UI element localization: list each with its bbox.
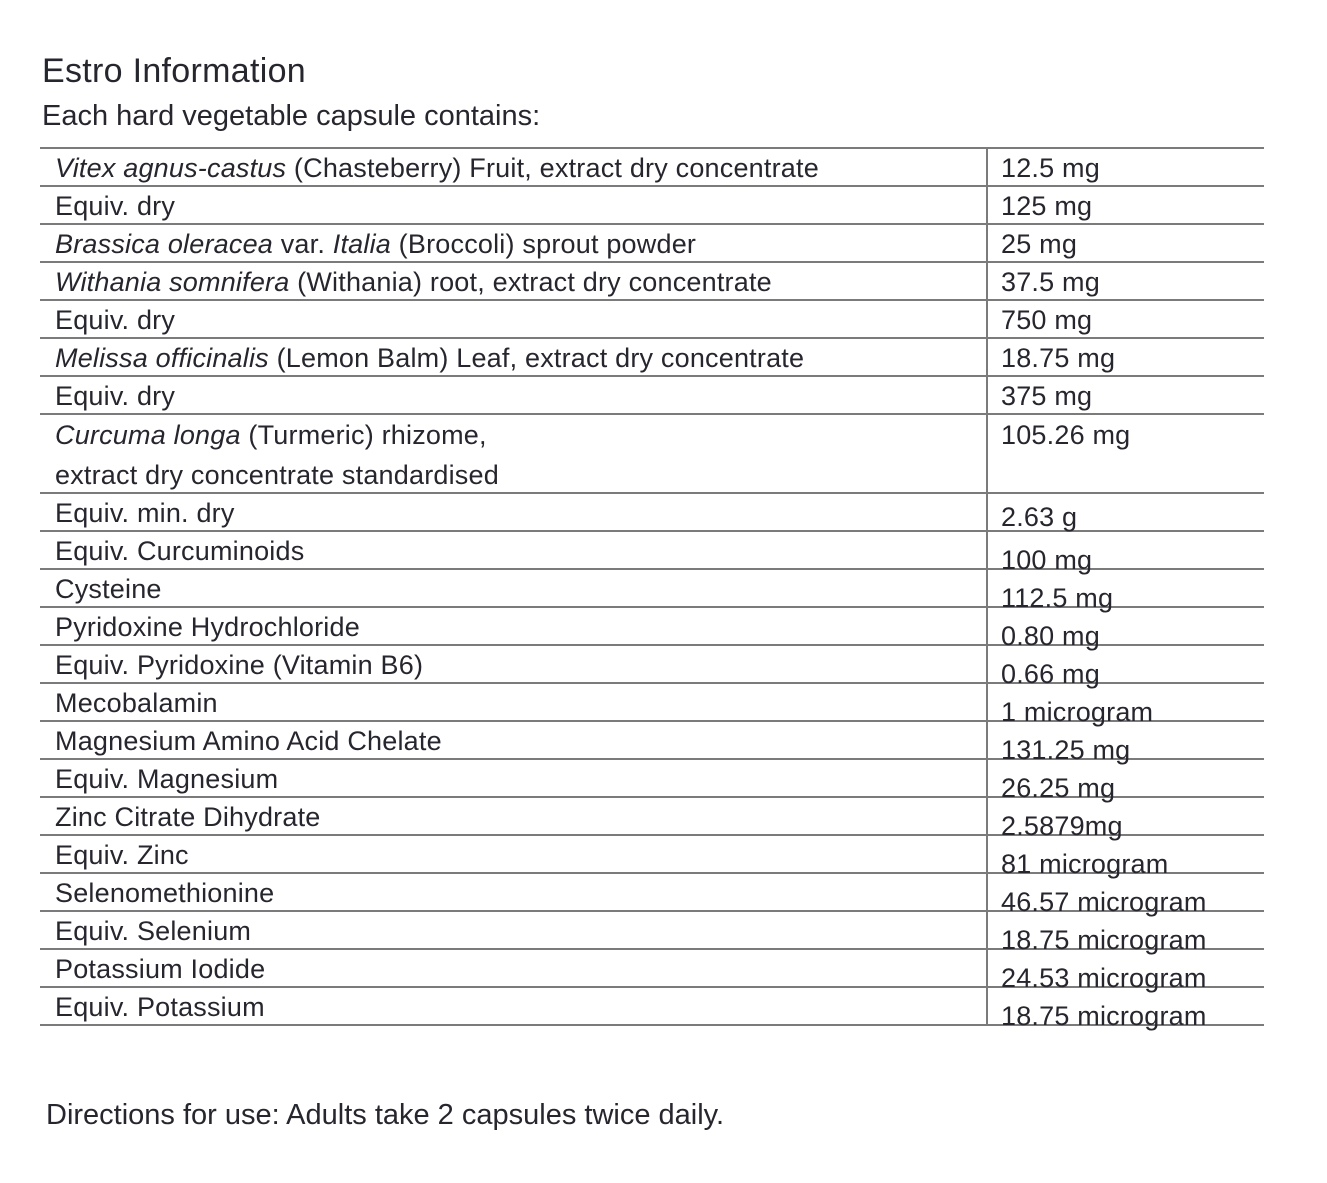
ingredient-text: Cysteine: [55, 574, 162, 604]
ingredient-amount: 0.80 mg: [1001, 621, 1100, 651]
ingredient-name: [40, 494, 988, 530]
ingredient-text: Equiv. Magnesium: [55, 764, 279, 794]
ingredient-amount: 105.26 mg: [1001, 420, 1131, 450]
botanical-name: Italia: [332, 229, 391, 259]
ingredient-text: Pyridoxine Hydrochloride: [55, 612, 360, 642]
table-row: [40, 646, 1264, 689]
ingredient-amount: 2.63 g: [1001, 502, 1078, 532]
ingredient-name: [40, 988, 988, 1024]
table-row: [40, 836, 1264, 879]
ingredient-name: [40, 570, 988, 606]
botanical-name: Withania somnifera: [55, 267, 290, 297]
ingredient-name-line: [55, 836, 986, 874]
ingredient-name: [40, 722, 988, 758]
ingredient-name: [40, 646, 988, 682]
directions-for-use: Directions for use: Adults take 2 capsules twice daily.: [46, 1099, 725, 1131]
ingredient-name: [40, 912, 988, 948]
ingredient-amount: 46.57 microgram: [1001, 887, 1207, 917]
ingredient-text: Equiv. Zinc: [55, 840, 189, 870]
ingredient-name: [40, 532, 988, 568]
ingredient-name-line: [55, 532, 986, 570]
table-row: [40, 722, 1264, 765]
table-row: [40, 494, 1264, 532]
table-row: [40, 988, 1264, 1031]
ingredient-amount: 18.75 mg: [1001, 343, 1116, 373]
ingredient-text: Equiv. dry: [55, 191, 176, 221]
ingredient-name-line: [55, 494, 986, 532]
ingredient-text: Equiv. dry: [55, 305, 176, 335]
ingredient-text: (Turmeric) rhizome,: [240, 420, 487, 450]
ingredient-name: [40, 950, 988, 986]
ingredient-text: (Lemon Balm) Leaf, extract dry concentrate: [268, 343, 805, 373]
ingredient-name: [40, 263, 988, 299]
ingredient-amount: 1 microgram: [1001, 697, 1154, 727]
ingredients-table: [40, 147, 1264, 1031]
ingredient-name-line: [55, 187, 986, 225]
table-row: [40, 798, 1264, 841]
ingredient-amount: 750 mg: [1001, 305, 1093, 335]
botanical-name: Brassica oleracea: [55, 229, 274, 259]
ingredient-name-line: [55, 225, 986, 263]
ingredient-text: Equiv. Potassium: [55, 992, 265, 1022]
ingredient-name: [40, 415, 988, 492]
ingredient-text: Equiv. dry: [55, 381, 176, 411]
ingredient-amount: 131.25 mg: [1001, 735, 1131, 765]
page-title: Estro Information: [42, 52, 306, 90]
ingredient-text: Mecobalamin: [55, 688, 218, 718]
ingredient-amount: 37.5 mg: [1001, 267, 1100, 297]
ingredient-text: (Chasteberry) Fruit, extract dry concentrate: [286, 153, 819, 183]
ingredient-name-line: [55, 798, 986, 836]
ingredient-text: Equiv. min. dry: [55, 498, 235, 528]
ingredient-name-line: [55, 149, 986, 187]
table-row: [40, 187, 1264, 225]
table-row: [40, 760, 1264, 803]
ingredient-amount: 125 mg: [1001, 191, 1093, 221]
ingredient-amount: 18.75 microgram: [1001, 925, 1207, 955]
ingredient-text: Equiv. Curcuminoids: [55, 536, 305, 566]
ingredient-name-line: [55, 456, 986, 496]
ingredient-name-line: [55, 874, 986, 912]
ingredient-name-line: [55, 339, 986, 377]
ingredient-name: [40, 225, 988, 261]
ingredient-text: Selenomethionine: [55, 878, 275, 908]
ingredient-name: [40, 760, 988, 796]
ingredient-amount: 2.5879mg: [1001, 811, 1123, 841]
ingredient-text: var.: [273, 229, 333, 259]
table-row: [40, 415, 1264, 494]
ingredient-name-line: [55, 722, 986, 760]
ingredient-text: Equiv. Selenium: [55, 916, 252, 946]
ingredient-name-line: [55, 377, 986, 415]
ingredient-name: [40, 149, 988, 185]
ingredient-text: (Broccoli) sprout powder: [390, 229, 697, 259]
ingredient-name-line: [55, 646, 986, 684]
ingredient-amount: 26.25 mg: [1001, 773, 1116, 803]
ingredient-name-line: [55, 760, 986, 798]
ingredient-amount: 100 mg: [1001, 545, 1093, 575]
botanical-name: Vitex agnus-castus: [55, 153, 287, 183]
table-row: [40, 608, 1264, 651]
ingredient-amount: 81 microgram: [1001, 849, 1169, 879]
table-row: [40, 225, 1264, 263]
ingredient-name-line: [55, 684, 986, 722]
table-row: [40, 301, 1264, 339]
ingredient-name: [40, 836, 988, 872]
table-row: [40, 532, 1264, 575]
ingredient-name: [40, 608, 988, 644]
ingredient-name: [40, 874, 988, 910]
ingredient-name: [40, 684, 988, 720]
botanical-name: Melissa officinalis: [55, 343, 269, 373]
table-row: [40, 874, 1264, 917]
ingredient-name: [40, 301, 988, 337]
ingredient-name: [40, 377, 988, 413]
ingredient-name: [40, 798, 988, 834]
table-row: [40, 912, 1264, 955]
table-row: [40, 950, 1264, 993]
table-row: [40, 263, 1264, 301]
ingredient-name-line: [55, 608, 986, 646]
ingredient-amount: 0.66 mg: [1001, 659, 1100, 689]
table-row: [40, 149, 1264, 187]
ingredient-text: (Withania) root, extract dry concentrate: [289, 267, 772, 297]
ingredient-name-line: [55, 950, 986, 988]
ingredient-name: [40, 339, 988, 375]
ingredient-name-line: [55, 912, 986, 950]
capsule-contains-subtitle: Each hard vegetable capsule contains:: [42, 100, 541, 132]
ingredient-name-line: [55, 416, 986, 456]
ingredient-text: Magnesium Amino Acid Chelate: [55, 726, 442, 756]
ingredient-name-line: [55, 988, 986, 1026]
ingredient-amount: 25 mg: [1001, 229, 1078, 259]
table-row: [40, 570, 1264, 613]
ingredient-text: Equiv. Pyridoxine (Vitamin B6): [55, 650, 424, 680]
ingredient-name-line: [55, 301, 986, 339]
botanical-name: Curcuma longa: [55, 420, 241, 450]
ingredient-amount: 24.53 microgram: [1001, 963, 1207, 993]
table-row: [40, 377, 1264, 415]
ingredient-name: [40, 187, 988, 223]
ingredient-name-line: [55, 263, 986, 301]
ingredient-amount: 12.5 mg: [1001, 153, 1100, 183]
ingredient-text: Potassium Iodide: [55, 954, 266, 984]
ingredient-amount: 112.5 mg: [1001, 583, 1114, 613]
ingredient-text: extract dry concentrate standardised: [55, 459, 499, 490]
ingredient-name-line: [55, 570, 986, 608]
ingredient-amount: 18.75 microgram: [1001, 1001, 1207, 1031]
ingredient-amount: 375 mg: [1001, 381, 1093, 411]
table-row: [40, 339, 1264, 377]
ingredient-text: Zinc Citrate Dihydrate: [55, 802, 321, 832]
table-row: [40, 684, 1264, 727]
